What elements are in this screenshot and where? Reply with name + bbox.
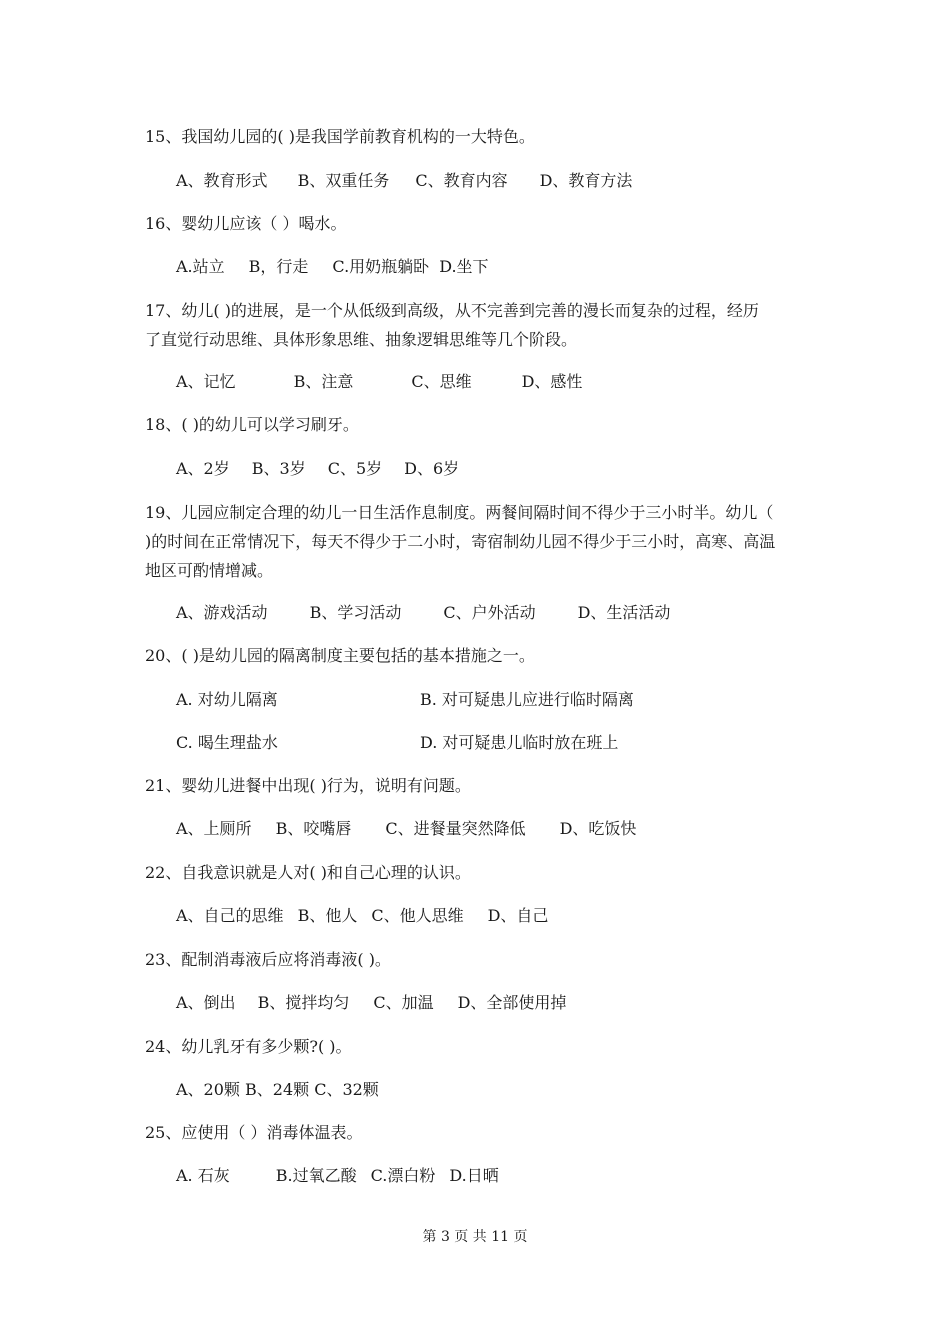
question-16-stem: 16、婴幼儿应该（ ）喝水。 <box>145 214 347 233</box>
question-18-options <box>176 458 459 480</box>
option-c: C、户外活动 <box>443 603 536 622</box>
question-24-stem: 24、幼儿乳牙有多少颗?( )。 <box>145 1037 352 1056</box>
option-c: C、教育内容 <box>415 171 508 190</box>
option-a: A、游戏活动 <box>176 603 268 622</box>
stem-line: 17、幼儿( )的进展，是一个从低级到高级，从不完善到完善的漫长而复杂的过程，经历 <box>145 301 759 320</box>
option-c: C.用奶瓶躺卧 <box>332 257 430 276</box>
option-b: B、学习活动 <box>309 603 402 622</box>
question-20-stem: 20、( )是幼儿园的隔离制度主要包括的基本措施之一。 <box>145 646 535 665</box>
option-b: B、咬嘴唇 <box>275 819 352 838</box>
question-21-stem: 21、婴幼儿进餐中出现( )行为，说明有问题。 <box>145 776 471 795</box>
option-b: B、搅拌均匀 <box>257 993 350 1012</box>
option-c: C.漂白粉 <box>370 1166 436 1185</box>
question-21-options <box>176 818 636 840</box>
option-d: D、教育方法 <box>539 171 633 190</box>
option-a: A. 对幼儿隔离 <box>176 690 278 709</box>
question-18-stem: 18、( )的幼儿可以学习刷牙。 <box>145 415 359 434</box>
question-15-options <box>176 170 632 192</box>
option-b: B，行走 <box>248 257 309 276</box>
option-b: B、3岁 <box>251 459 306 478</box>
stem-line: 地区可酌情增减。 <box>145 561 274 580</box>
option-d: D、6岁 <box>404 459 460 478</box>
option-d: D、全部使用掉 <box>457 993 567 1012</box>
question-24-options <box>176 1079 379 1101</box>
option-a: A、2岁 <box>176 459 230 478</box>
question-22-options <box>176 905 548 927</box>
option-a: A、教育形式 <box>176 171 268 190</box>
question-23-stem: 23、配制消毒液后应将消毒液( )。 <box>145 950 391 969</box>
question-23-options <box>176 992 566 1014</box>
question-17-stem <box>145 296 815 354</box>
option-abc: A、20颗 B、24颗 C、32颗 <box>176 1080 379 1099</box>
option-c: C、思维 <box>411 372 472 391</box>
page-number-footer: 第 3 页 共 11 页 <box>422 1229 528 1245</box>
option-b: B.过氧乙酸 <box>275 1166 357 1185</box>
question-25-stem: 25、应使用（ ）消毒体温表。 <box>145 1123 363 1142</box>
option-d: D. 对可疑患儿临时放在班上 <box>420 733 619 752</box>
stem-line: )的时间在正常情况下，每天不得少于二小时，寄宿制幼儿园不得少于三小时，高寒、高温 <box>145 532 776 551</box>
question-19-options <box>176 602 670 624</box>
option-c: C. 喝生理盐水 <box>176 733 278 752</box>
stem-line: 19、儿园应制定合理的幼儿一日生活作息制度。两餐间隔时间不得少于三小时半。幼儿（ <box>145 503 774 522</box>
option-d: D、生活活动 <box>577 603 671 622</box>
stem-line: 了直觉行动思维、具体形象思维、抽象逻辑思维等几个阶段。 <box>145 330 578 349</box>
option-b: B、双重任务 <box>297 171 390 190</box>
option-c: C、5岁 <box>327 459 383 478</box>
option-a: A.站立 <box>176 257 225 276</box>
option-a: A、记忆 <box>176 372 236 391</box>
option-d: D、感性 <box>521 372 583 391</box>
option-c: C、他人思维 <box>371 906 464 925</box>
option-c: C、加温 <box>373 993 434 1012</box>
question-15-stem: 15、我国幼儿园的( )是我国学前教育机构的一大特色。 <box>145 127 535 146</box>
question-16-options <box>176 256 489 278</box>
option-b: B、注意 <box>293 372 354 391</box>
question-19-stem <box>145 498 815 585</box>
option-a: A、倒出 <box>176 993 236 1012</box>
option-d: D.日晒 <box>449 1166 499 1185</box>
option-b: B、他人 <box>297 906 358 925</box>
option-d: D、吃饭快 <box>559 819 637 838</box>
option-a: A. 石灰 <box>176 1166 230 1185</box>
question-22-stem: 22、自我意识就是人对( )和自己心理的认识。 <box>145 863 471 882</box>
option-a: A、自己的思维 <box>176 906 284 925</box>
question-17-options <box>176 371 582 393</box>
option-a: A、上厕所 <box>176 819 252 838</box>
option-d: D.坐下 <box>439 257 489 276</box>
question-25-options <box>176 1165 499 1187</box>
option-b: B. 对可疑患儿应进行临时隔离 <box>420 690 634 709</box>
option-d: D、自己 <box>487 906 549 925</box>
option-c: C、进餐量突然降低 <box>385 819 526 838</box>
